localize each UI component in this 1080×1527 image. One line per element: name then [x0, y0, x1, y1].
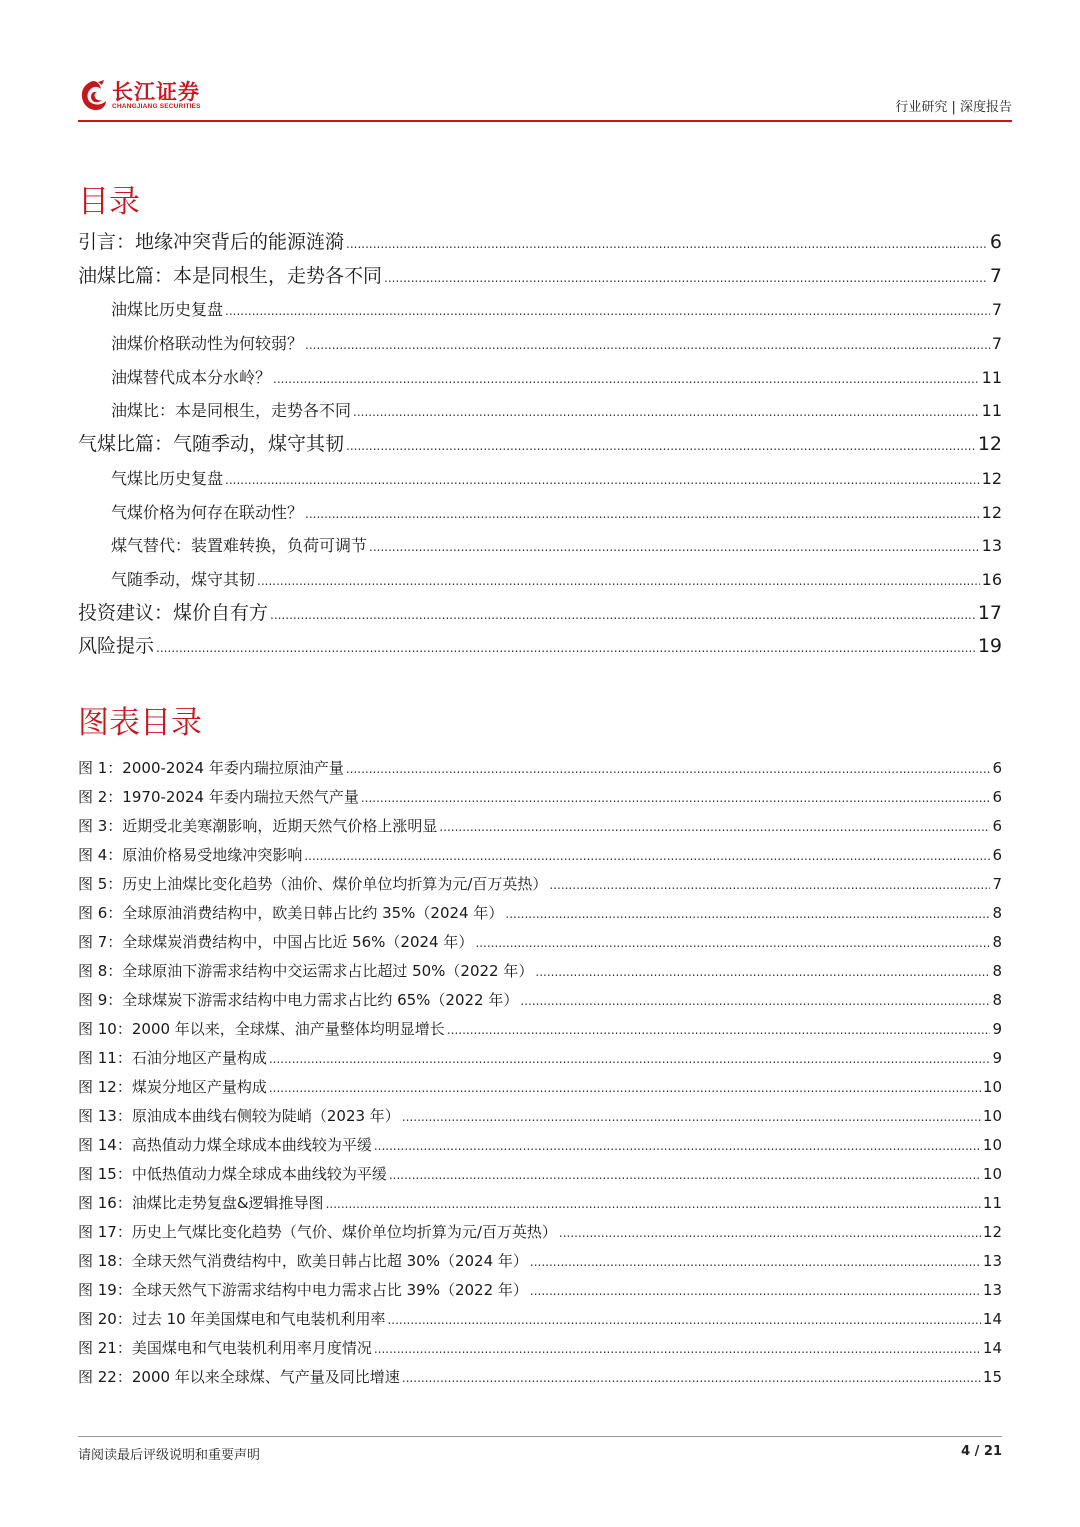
toc-entry[interactable] [78, 529, 1002, 563]
dot-leader [530, 1248, 981, 1277]
toc-entry[interactable] [78, 630, 1002, 664]
figure-entry-title: 图 8：全球原油下游需求结构中交运需求占比超过 50%（2022 年） [78, 962, 534, 980]
logo-chinese-name: 长江证券 [112, 80, 200, 104]
figure-entry[interactable] [78, 1015, 1002, 1044]
figure-entry-page: 8 [992, 933, 1002, 951]
figure-entry-page: 8 [992, 991, 1002, 1009]
toc-title: 目录 [78, 184, 140, 220]
figure-list [78, 754, 1002, 1392]
figure-entry-page: 6 [992, 788, 1002, 806]
figure-entry-page: 6 [992, 759, 1002, 777]
dot-leader [361, 784, 991, 813]
figure-entry[interactable] [78, 1305, 1002, 1334]
dot-leader [475, 929, 990, 958]
dot-leader [387, 1306, 980, 1335]
dot-leader [156, 632, 976, 666]
toc-entry-page: 13 [981, 536, 1002, 556]
figure-entry-page: 12 [982, 1223, 1002, 1241]
toc-entry-title: 油煤比历史复盘 [111, 300, 224, 320]
toc-entry[interactable] [78, 260, 1002, 294]
figure-entry-title: 图 10：2000 年以来，全球煤、油产量整体均明显增长 [78, 1020, 445, 1038]
figure-entry-page: 10 [982, 1078, 1002, 1096]
disclaimer-note: 请阅读最后评级说明和重要声明 [78, 1448, 261, 1463]
dot-leader [326, 1190, 981, 1219]
toc-entry-title: 投资建议：煤价自有方 [78, 601, 269, 624]
toc-entry-page: 11 [981, 367, 1002, 387]
figure-entry[interactable] [78, 957, 1002, 986]
dot-leader [447, 1016, 991, 1045]
toc-entry-title: 引言：地缘冲突背后的能源涟漪 [78, 231, 345, 253]
figure-entry[interactable] [78, 1363, 1002, 1392]
figure-entry-title: 图 4：原油价格易受地缘冲突影响 [78, 846, 303, 864]
toc-entry-title: 煤气替代：装置难转换，负荷可调节 [111, 536, 368, 556]
figure-entry-page: 13 [982, 1252, 1002, 1270]
figure-entry[interactable] [78, 1073, 1002, 1102]
figure-entry[interactable] [78, 1218, 1002, 1247]
footer-divider [78, 1436, 1002, 1437]
company-logo [78, 74, 201, 118]
figure-entry[interactable] [78, 783, 1002, 812]
figure-entry[interactable] [78, 812, 1002, 841]
toc-entry-page: 7 [991, 334, 1002, 354]
figure-entry-page: 14 [982, 1310, 1002, 1328]
figure-entry-page: 9 [992, 1020, 1002, 1038]
dot-leader [305, 498, 980, 532]
figure-entry-page: 8 [992, 962, 1002, 980]
figure-entry-title: 图 11：石油分地区产量构成 [78, 1049, 267, 1067]
figure-entry-page: 8 [992, 904, 1002, 922]
toc-entry-title: 油煤比篇：本是同根生，走势各不同 [78, 264, 383, 287]
toc-entry-page: 7 [991, 300, 1002, 320]
header-divider [78, 120, 1012, 122]
figure-entry-title: 图 19：全球天然气下游需求结构中电力需求占比 39%（2022 年） [78, 1281, 528, 1299]
toc-entry-page: 17 [977, 601, 1002, 624]
figure-entry-title: 图 15：中低热值动力煤全球成本曲线较为平缓 [78, 1165, 387, 1183]
dot-leader [273, 363, 980, 397]
toc-entry-title: 气煤价格为何存在联动性？ [111, 502, 304, 522]
toc-entry[interactable] [78, 293, 1002, 327]
figure-entry-page: 11 [982, 1194, 1002, 1212]
toc-entry-title: 油煤替代成本分水岭？ [111, 367, 272, 387]
table-of-contents [78, 226, 1002, 664]
dot-leader [225, 464, 980, 498]
toc-entry-page: 11 [981, 401, 1002, 421]
figure-entry[interactable] [78, 928, 1002, 957]
figure-entry-page: 15 [982, 1368, 1002, 1386]
dot-leader [304, 842, 990, 871]
toc-entry-page: 12 [981, 468, 1002, 488]
dot-leader [505, 900, 990, 929]
dot-leader [374, 1132, 981, 1161]
toc-entry-page: 12 [981, 502, 1002, 522]
figure-entry-page: 9 [992, 1049, 1002, 1067]
figure-entry-page: 10 [982, 1136, 1002, 1154]
figure-entry[interactable] [78, 870, 1002, 899]
figure-entry-title: 图 12：煤炭分地区产量构成 [78, 1078, 267, 1096]
toc-entry-title: 油煤比：本是同根生，走势各不同 [111, 401, 352, 421]
dot-leader [270, 599, 976, 633]
figure-entry[interactable] [78, 1276, 1002, 1305]
toc-entry-title: 油煤价格联动性为何较弱？ [111, 334, 304, 354]
dot-leader [374, 1335, 981, 1364]
dot-leader [269, 1045, 991, 1074]
figure-entry-title: 图 20：过去 10 年美国煤电和气电装机利用率 [78, 1310, 386, 1328]
toc-entry[interactable] [78, 428, 1002, 462]
figure-entry[interactable] [78, 1247, 1002, 1276]
toc-entry-title: 气随季动，煤守其韧 [111, 569, 256, 589]
logo-english-name: CHANGJIANG SECURITIES [112, 103, 201, 110]
dot-leader [439, 813, 990, 842]
figure-entry-title: 图 18：全球天然气消费结构中，欧美日韩占比超 30%（2024 年） [78, 1252, 528, 1270]
dot-leader [559, 1219, 981, 1248]
figure-entry[interactable] [78, 1160, 1002, 1189]
figure-entry-title: 图 2：1970-2024 年委内瑞拉天然气产量 [78, 788, 359, 806]
dot-leader [530, 1277, 981, 1306]
figure-entry-title: 图 3：近期受北美寒潮影响，近期天然气价格上涨明显 [78, 817, 438, 835]
toc-entry[interactable] [78, 462, 1002, 496]
toc-entry[interactable] [78, 563, 1002, 597]
figure-entry-title: 图 7：全球煤炭消费结构中，中国占比近 56%（2024 年） [78, 933, 474, 951]
figure-entry[interactable] [78, 841, 1002, 870]
figure-entry-title: 图 17：历史上气煤比变化趋势（气价、煤价单位均折算为元/百万英热） [78, 1223, 557, 1241]
figure-entry-title: 图 1：2000-2024 年委内瑞拉原油产量 [78, 759, 344, 777]
toc-entry-title: 气煤比篇：气随季动，煤守其韧 [78, 433, 345, 456]
figure-entry[interactable] [78, 1131, 1002, 1160]
figure-entry-page: 10 [982, 1107, 1002, 1125]
figure-entry-title: 图 14：高热值动力煤全球成本曲线较为平缓 [78, 1136, 372, 1154]
toc-entry-page: 16 [981, 569, 1002, 589]
figure-entry[interactable] [78, 1102, 1002, 1131]
dot-leader [225, 295, 990, 329]
toc-entry[interactable] [78, 361, 1002, 395]
figure-entry-page: 6 [992, 817, 1002, 835]
toc-entry[interactable] [78, 496, 1002, 530]
toc-entry-page: 7 [989, 264, 1002, 287]
page-header [78, 74, 1012, 122]
figure-entry-title: 图 16：油煤比走势复盘&逻辑推导图 [78, 1194, 324, 1212]
figure-entry-page: 6 [992, 846, 1002, 864]
dot-leader [535, 958, 990, 987]
figure-entry[interactable] [78, 986, 1002, 1015]
dot-leader [549, 871, 990, 900]
figure-entry-title: 图 5：历史上油煤比变化趋势（油价、煤价单位均折算为元/百万英热） [78, 875, 548, 893]
figure-entry-title: 图 13：原油成本曲线右侧较为陡峭（2023 年） [78, 1107, 400, 1125]
toc-entry[interactable] [78, 226, 1002, 260]
dot-leader [520, 987, 990, 1016]
dot-leader [305, 329, 990, 363]
figure-entry[interactable] [78, 1334, 1002, 1363]
dragon-logo-icon [78, 79, 108, 113]
figure-entry-title: 图 22：2000 年以来全球煤、气产量及同比增速 [78, 1368, 400, 1386]
report-type-label: 行业研究 | 深度报告 [895, 100, 1012, 115]
toc-entry-page: 19 [977, 635, 1002, 658]
figure-entry[interactable] [78, 754, 1002, 783]
dot-leader [346, 228, 988, 262]
figure-entry-title: 图 9：全球煤炭下游需求结构中电力需求占比约 65%（2022 年） [78, 991, 519, 1009]
dot-leader [369, 531, 980, 565]
figure-list-title: 图表目录 [78, 705, 202, 741]
toc-entry-page: 12 [977, 433, 1002, 456]
figure-entry-page: 7 [992, 875, 1002, 893]
figure-entry-page: 10 [982, 1165, 1002, 1183]
dot-leader [402, 1103, 981, 1132]
toc-entry-title: 气煤比历史复盘 [111, 468, 224, 488]
dot-leader [353, 396, 980, 430]
figure-entry-page: 13 [982, 1281, 1002, 1299]
figure-entry-title: 图 21：美国煤电和气电装机利用率月度情况 [78, 1339, 372, 1357]
dot-leader [384, 262, 988, 296]
dot-leader [257, 565, 980, 599]
toc-entry[interactable] [78, 394, 1002, 428]
dot-leader [346, 755, 991, 784]
figure-entry-title: 图 6：全球原油消费结构中，欧美日韩占比约 35%（2024 年） [78, 904, 504, 922]
toc-entry[interactable] [78, 597, 1002, 631]
figure-entry[interactable] [78, 1189, 1002, 1218]
figure-entry-page: 14 [982, 1339, 1002, 1357]
toc-entry[interactable] [78, 327, 1002, 361]
dot-leader [389, 1161, 981, 1190]
page-number: 4 / 21 [961, 1444, 1002, 1459]
dot-leader [402, 1364, 981, 1393]
toc-entry-page: 6 [989, 231, 1002, 253]
dot-leader [346, 430, 976, 464]
figure-entry[interactable] [78, 1044, 1002, 1073]
toc-entry-title: 风险提示 [78, 635, 155, 658]
dot-leader [269, 1074, 981, 1103]
figure-entry[interactable] [78, 899, 1002, 928]
